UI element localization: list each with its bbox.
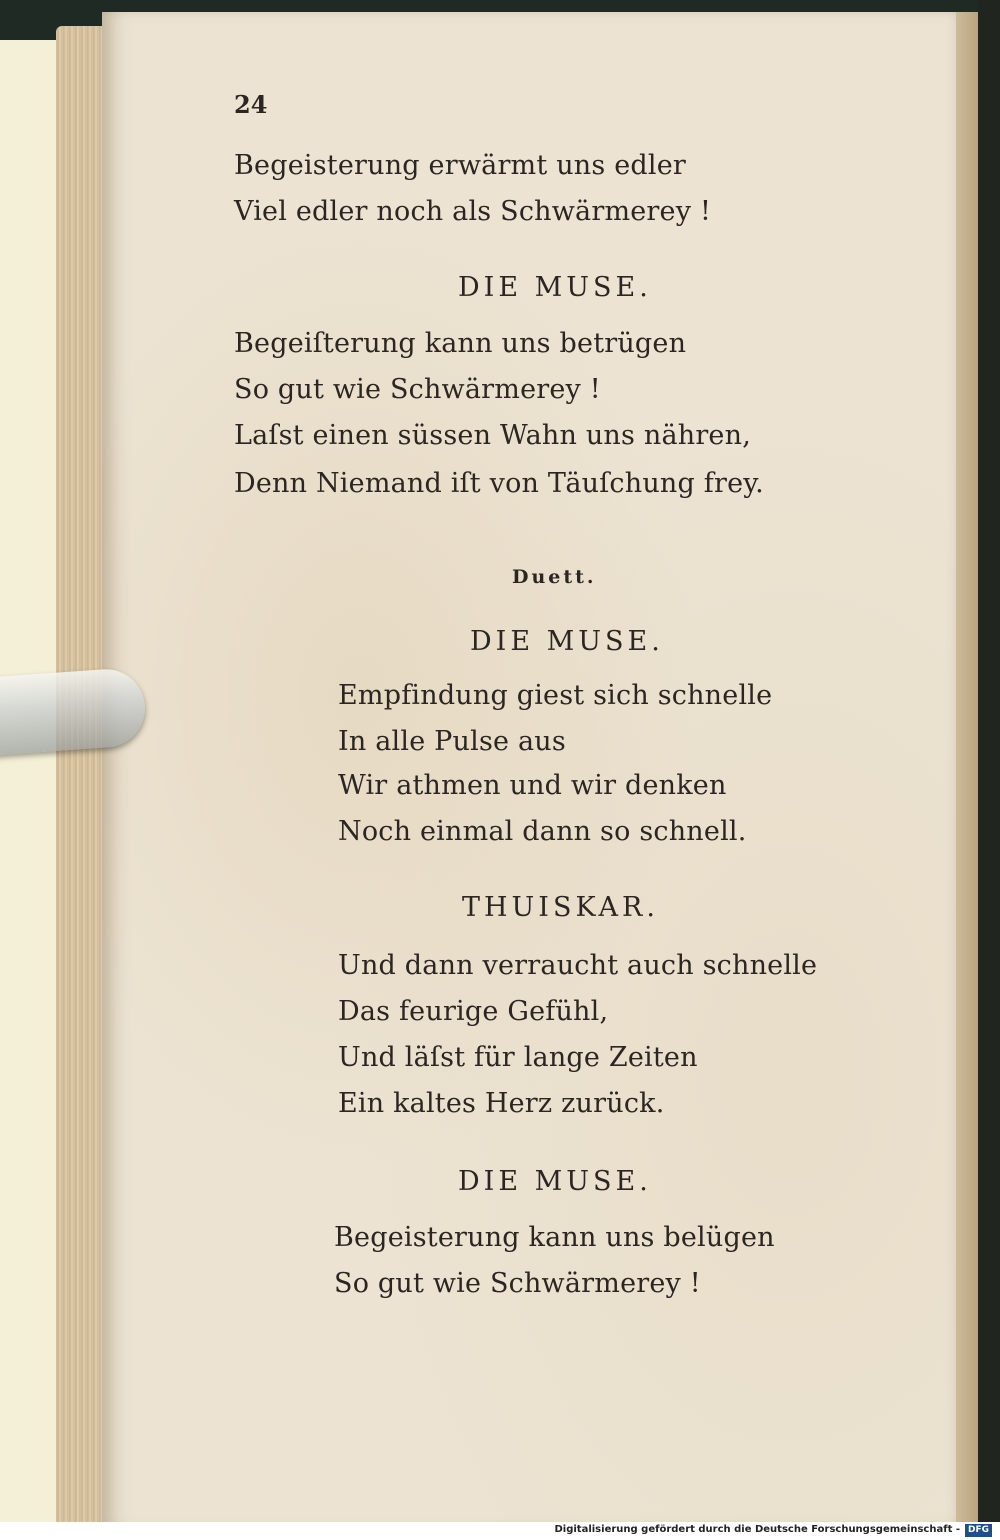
verse-line: Begeisterung kann uns belügen	[334, 1222, 775, 1253]
page-holder-clip	[0, 667, 148, 756]
verse-line: Denn Niemand iſt von Täuſchung frey.	[234, 468, 764, 499]
verse-line: Noch einmal dann so schnell.	[338, 816, 747, 847]
verse-line: Wir athmen und wir denken	[338, 770, 727, 801]
verse-line: Das feurige Gefühl,	[338, 996, 609, 1027]
verse-line: So gut wie Schwärmerey !	[334, 1268, 701, 1299]
page-number: 24	[234, 90, 268, 119]
scan-background	[978, 0, 1000, 1540]
verse-line: Und dann verraucht auch schnelle	[338, 950, 818, 981]
section-heading: Duett.	[512, 566, 597, 588]
facing-page-edge	[956, 12, 978, 1527]
verse-line: Begeiſterung kann uns betrügen	[234, 328, 687, 359]
verse-line: In alle Pulse aus	[338, 726, 566, 757]
verse-line: Laſst einen süssen Wahn uns nähren,	[234, 420, 751, 451]
speaker-heading: DIE MUSE.	[458, 272, 652, 303]
verse-line: Ein kaltes Herz zurück.	[338, 1088, 665, 1119]
funding-credit: Digitalisierung gefördert durch die Deutsche Forschungsgemeinschaft -	[554, 1524, 960, 1535]
speaker-heading: DIE MUSE.	[458, 1166, 652, 1197]
verse-line: Viel edler noch als Schwärmerey !	[234, 196, 712, 227]
verse-line: Empfindung giest sich schnelle	[338, 680, 773, 711]
speaker-heading: THUISKAR.	[462, 892, 659, 923]
speaker-heading: DIE MUSE.	[470, 626, 664, 657]
verse-line: So gut wie Schwärmerey !	[234, 374, 601, 405]
dfg-logo: DFG	[965, 1524, 992, 1537]
verse-line: Begeisterung erwärmt uns edler	[234, 150, 686, 181]
verse-line: Und läſst für lange Zeiten	[338, 1042, 698, 1073]
